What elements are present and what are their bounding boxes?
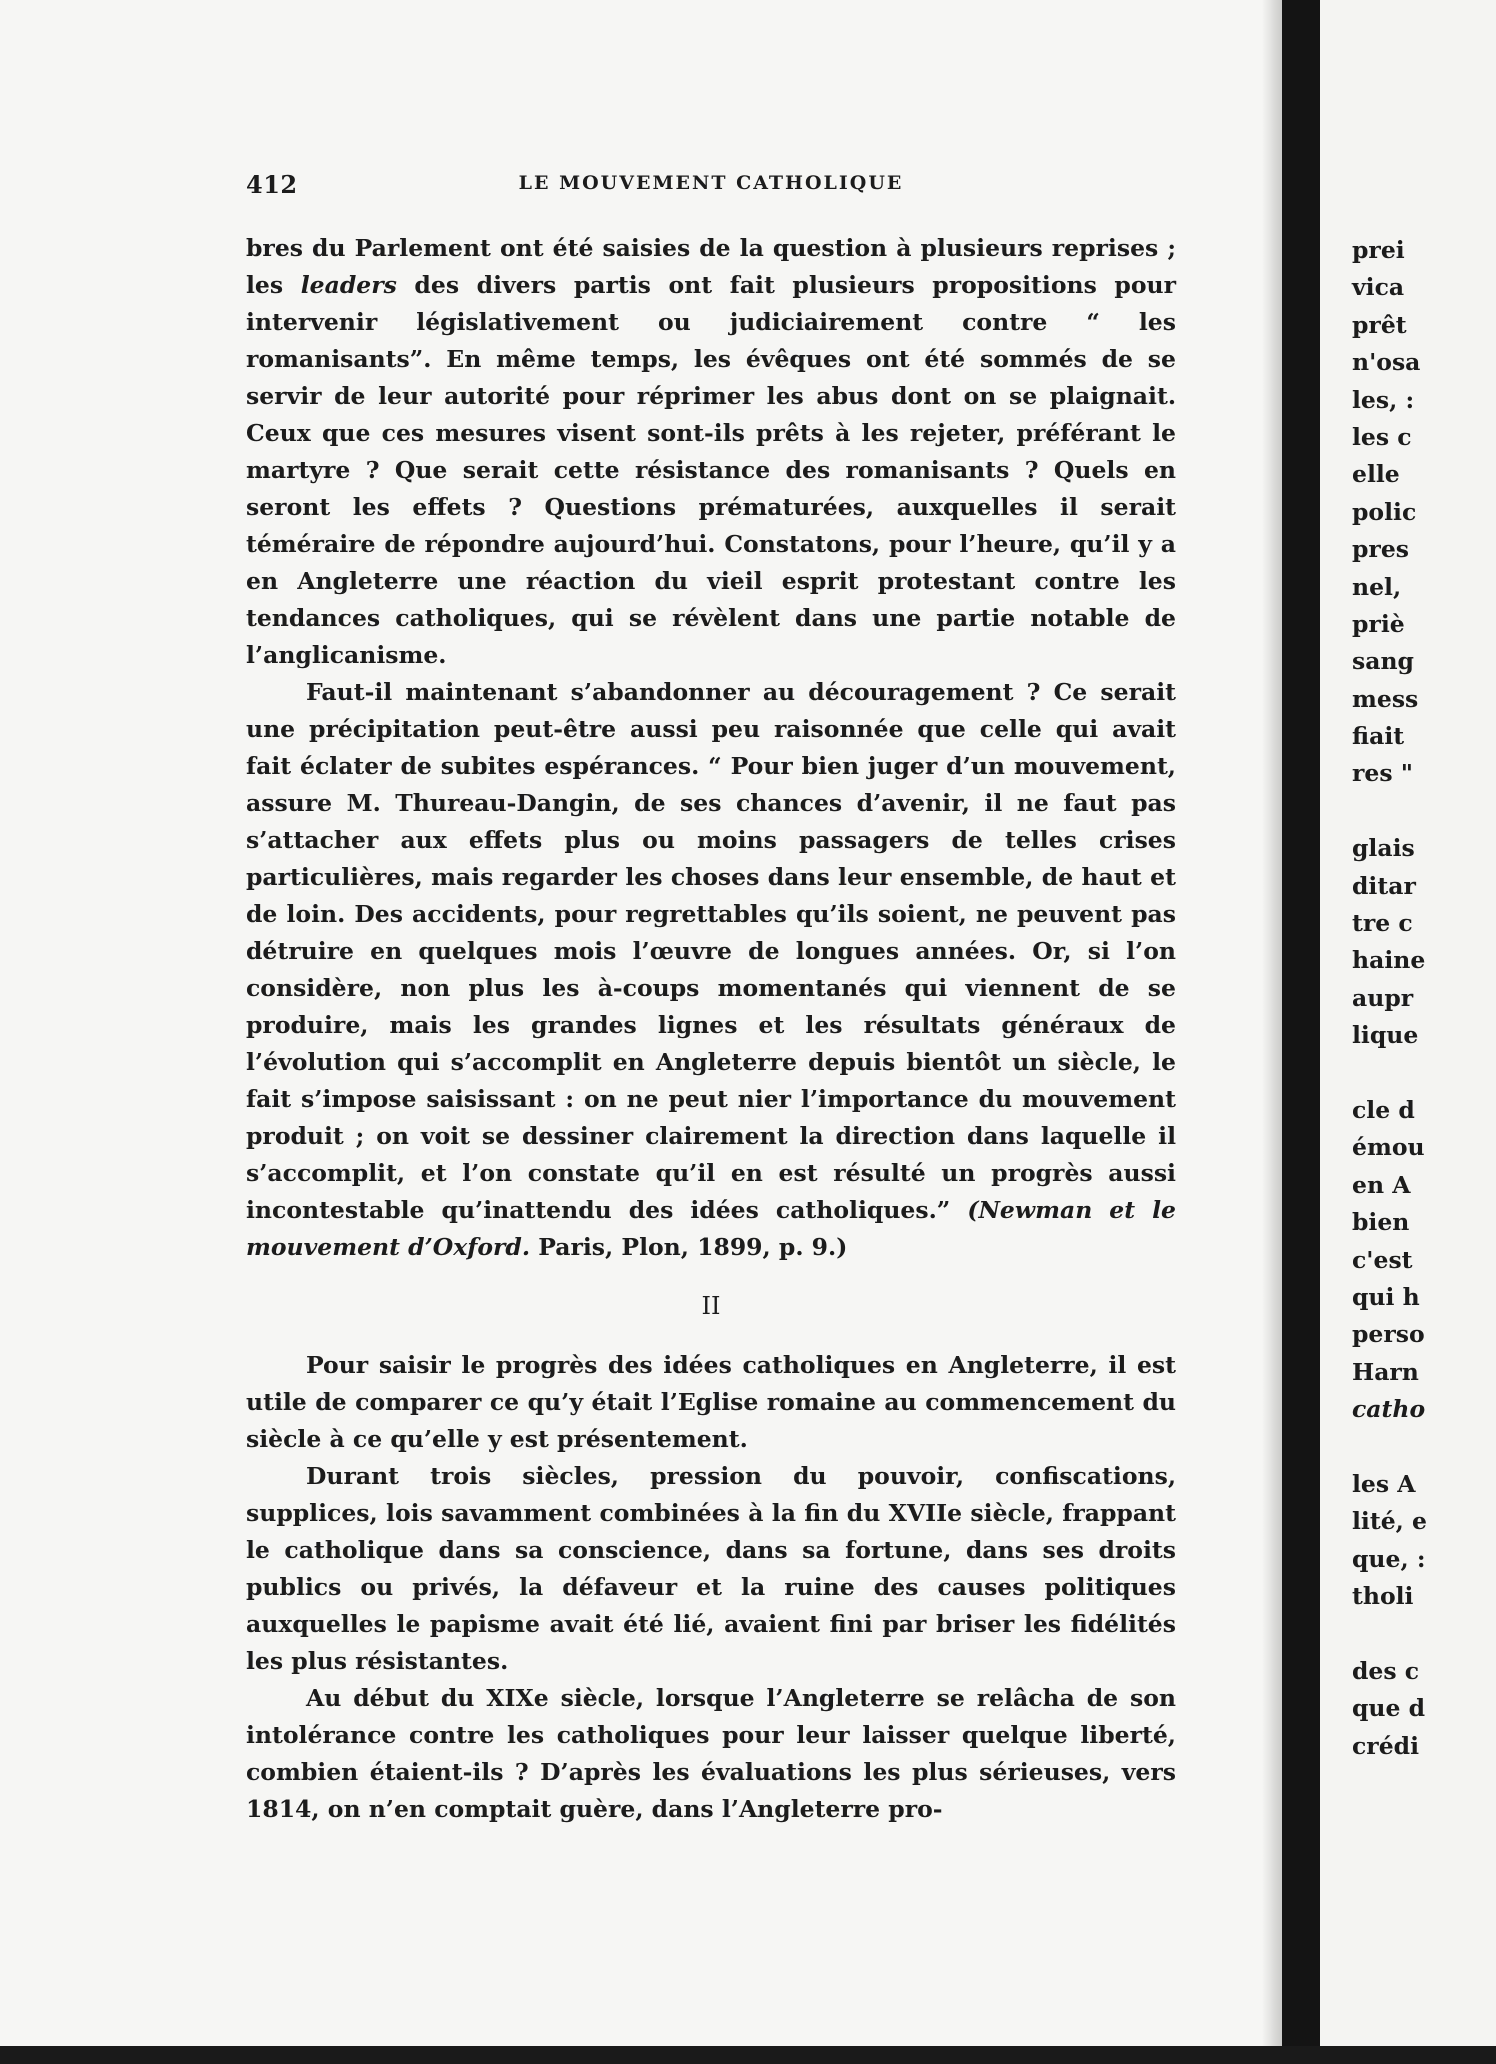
- right-page-line: perso: [1352, 1320, 1425, 1349]
- right-page-line: glais: [1352, 834, 1415, 863]
- right-page-text: [1352, 232, 1427, 1765]
- page-number: 412: [246, 170, 298, 199]
- right-page: [1320, 0, 1496, 2046]
- right-page-line: c'est: [1352, 1245, 1413, 1274]
- right-page-line: des c: [1352, 1656, 1420, 1685]
- right-page-line: [1352, 1429, 1427, 1466]
- citation-end: Paris, Plon, 1899, p. 9.): [538, 1233, 848, 1261]
- right-page-line: vica: [1352, 273, 1405, 302]
- right-page-line: catho: [1352, 1395, 1426, 1424]
- right-page-line: cle d: [1352, 1095, 1415, 1124]
- right-page-line: bien: [1352, 1208, 1410, 1237]
- right-page-line: Harn: [1352, 1357, 1419, 1386]
- right-page-line: les A: [1352, 1469, 1416, 1498]
- right-page-line: que d: [1352, 1694, 1426, 1723]
- right-page-line: tre c: [1352, 909, 1413, 938]
- right-page-line: en A: [1352, 1170, 1411, 1199]
- right-page-line: [1352, 1055, 1427, 1092]
- right-page-line: res ": [1352, 759, 1413, 788]
- right-page-line: ditar: [1352, 871, 1416, 900]
- right-page-line: elle: [1352, 460, 1400, 489]
- scan-bottom-edge: [0, 2046, 1496, 2064]
- right-page-line: mess: [1352, 684, 1419, 713]
- right-page-line: pres: [1352, 535, 1409, 564]
- right-page-line: les c: [1352, 422, 1412, 451]
- paragraph-5: Au début du XIXe siècle, lorsque l’Angleterre se relâcha de son intolérance contre les catholiques pour leur laisser quelque liberté, combien étaient-ils ? D’après les évaluations les plus sérieuses, vers 1814, on n’en comptait guère, dans l’Angleterre pro-: [246, 1684, 1176, 1823]
- right-page-line: lité, e: [1352, 1507, 1427, 1536]
- page-header: [246, 170, 1176, 210]
- right-page-line: les, :: [1352, 385, 1415, 414]
- italic-leaders: leaders: [300, 271, 397, 299]
- right-page-line: émou: [1352, 1133, 1425, 1162]
- right-page-line: qui h: [1352, 1282, 1420, 1311]
- right-page-line: [1352, 1615, 1427, 1652]
- paragraph-2: [246, 674, 1176, 1266]
- right-page-line: tholi: [1352, 1582, 1414, 1611]
- right-page-line: lique: [1352, 1021, 1419, 1050]
- body-text: [246, 230, 1176, 1828]
- right-page-line: priè: [1352, 609, 1405, 638]
- right-page-line: nel,: [1352, 572, 1402, 601]
- book-gutter: [1282, 0, 1320, 2064]
- right-page-line: prêt: [1352, 310, 1407, 339]
- paragraph-3: Pour saisir le progrès des idées catholiques en Angleterre, il est utile de comparer ce qu’y était l’Eglise romaine au commencement du siècle à ce qu’elle y est présentement.: [246, 1351, 1176, 1453]
- paragraph-1: bres du Parlement ont été saisies de la question à plusieurs reprises ; les leaders des divers partis ont fait plusieurs propositions pour intervenir législativement ou judiciairement contre “ les romanisants”. En même temps, les évêques ont été sommés de se servir de leur autorité pour réprimer les abus dont on se plaignait. Ceux que ces mesures visent sont-ils prêts à les rejeter, préférant le martyre ? Que serait cette résistance des romanisants ? Quels en seront les effets ? Questions prématurées, auxquelles il serait téméraire de répondre aujourd’hui. Constatons, pour l’heure, qu’il y a en Angleterre une réaction du vieil esprit protestant contre les tendances catholiques, qui se révèlent dans une partie notable de l’anglicanisme.: [246, 234, 1176, 669]
- right-page-line: fiait: [1352, 722, 1405, 751]
- right-page-line: n'osa: [1352, 348, 1421, 377]
- right-page-line: crédi: [1352, 1731, 1420, 1760]
- gutter-shadow: [1262, 0, 1282, 2046]
- right-page-line: prei: [1352, 236, 1405, 264]
- citation: (Newman et le mouvement d’Oxford.: [246, 1196, 1177, 1261]
- paragraph-2-text: Faut-il maintenant s’abandonner au découragement ? Ce serait une précipitation peut-être aussi peu raisonnée que celle qui avait fait éclater de subites espérances. “ Pour bien juger d’un mouvement, assure M. Thureau-Dangin, de ses chances d’avenir, il ne faut pas s’attacher aux effets plus ou moins passagers de telles crises particulières, mais regarder les choses dans leur ensemble, de haut et de loin. Des accidents, pour regrettables qu’ils soient, ne peuvent pas détruire en quelques mois l’œuvre de longues années. Or, si l’on considère, non plus les à-coups momentanés qui viennent de se produire, mais les grandes lignes et les résultats généraux de l’évolution qui s’accomplit en Angleterre depuis bientôt un siècle, le fait s’impose saisissant : on ne peut nier l’importance du mouvement produit ; on voit se dessiner clairement la direction dans laquelle il s’accomplit, et l’on constate qu’il en est résulté un progrès aussi incontestable qu’inattendu des idées catholiques.”: [246, 678, 1176, 1224]
- right-page-line: que, :: [1352, 1544, 1426, 1573]
- section-heading: II: [701, 1292, 721, 1320]
- running-title: LE MOUVEMENT CATHOLIQUE: [518, 172, 904, 194]
- paragraph-4: Durant trois siècles, pression du pouvoir, confiscations, supplices, lois savamment combinées à la fin du XVIIe siècle, frappant le catholique dans sa conscience, dans sa fortune, dans ses droits publics ou privés, la défaveur et la ruine des causes politiques auxquelles le papisme avait été lié, avaient fini par briser les fidélités les plus résistantes.: [246, 1462, 1176, 1675]
- right-page-line: [1352, 793, 1427, 830]
- right-page-line: haine: [1352, 946, 1426, 975]
- right-page-line: polic: [1352, 497, 1417, 526]
- right-page-line: aupr: [1352, 983, 1414, 1012]
- right-page-line: sang: [1352, 647, 1414, 676]
